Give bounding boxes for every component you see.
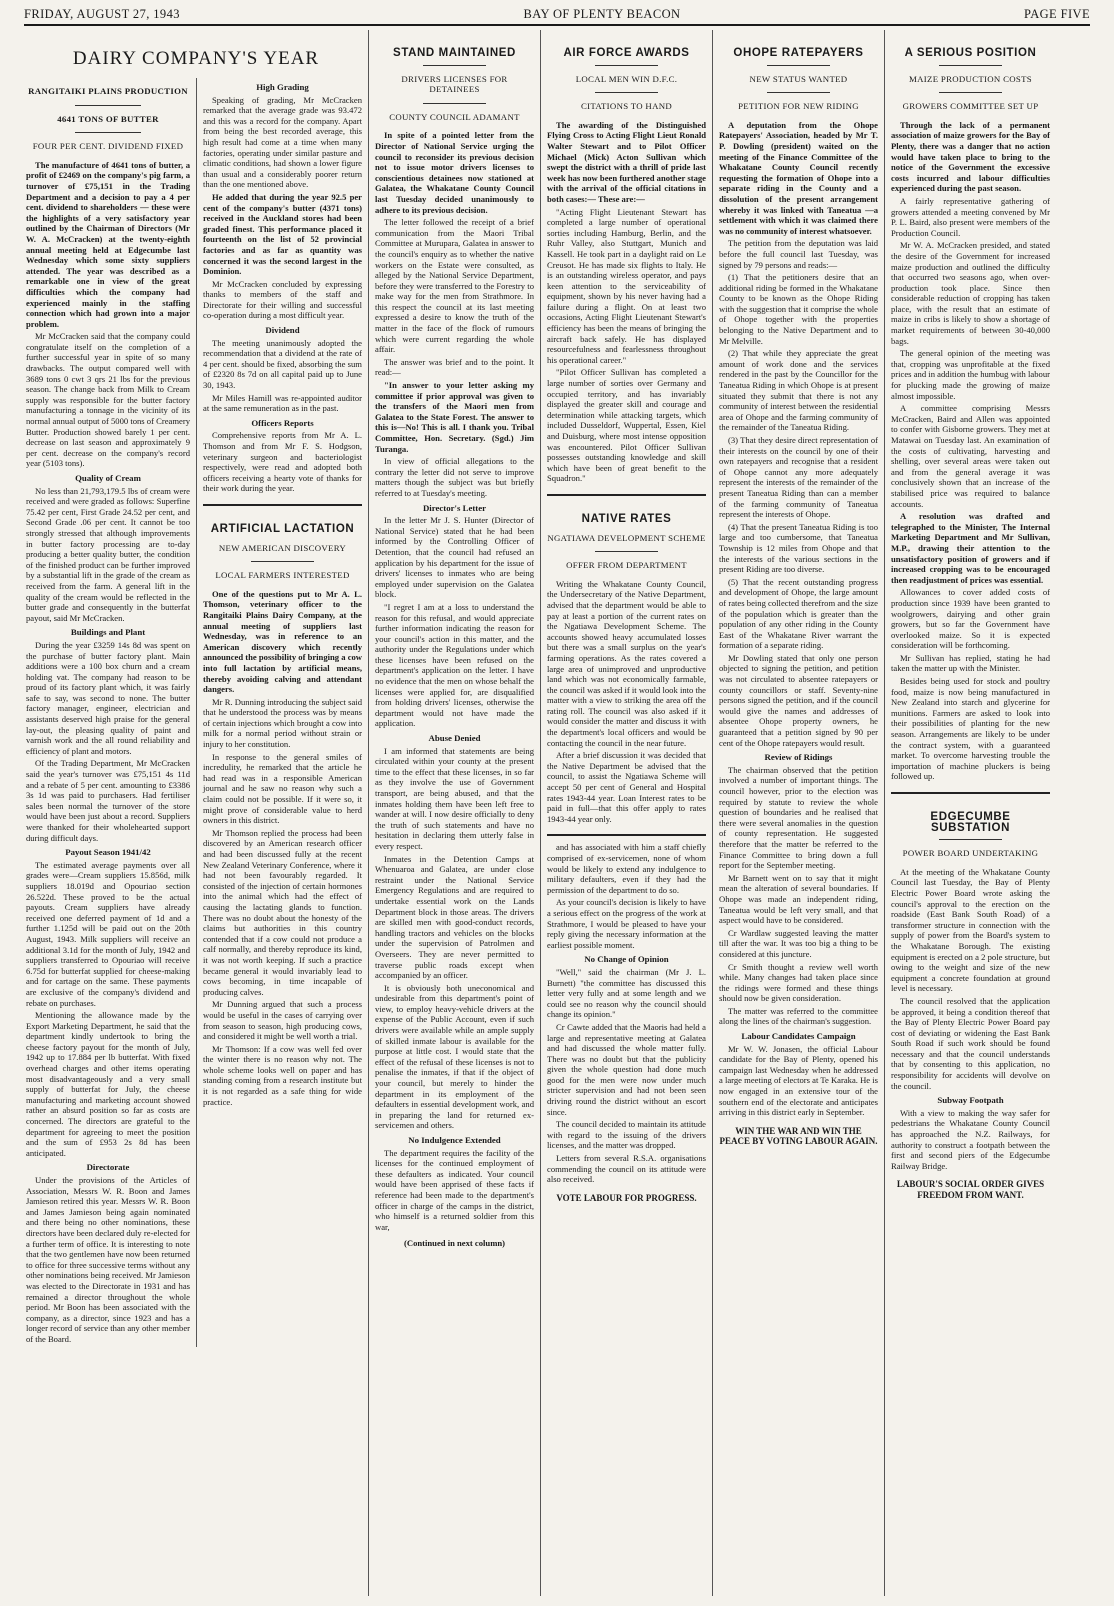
dairy-deck-3: FOUR PER CENT. DIVIDEND FIXED	[32, 141, 184, 152]
vote-labour-slogan: VOTE LABOUR FOR PROGRESS.	[556, 1192, 697, 1203]
stand-para: It is obviously both uneconomical and undesirable from this department's point of view, to employ heavy-vehicle drivers at the expense of the Public Account, even if such drivers were available while an ample supply of skilled inmate labour is available for the purpose at little cost. I would state that the effect of the refusal of these licenses is not to penalise the inmates, if that if the object of your council, but merely to hinder the department in its employment of the defaulters in essential development work, and in preparing the land for returned ex-servicemen and others.	[375, 982, 534, 1131]
stand-continued-para: "Well," said the chairman (Mr J. L. Burnett) "the committee has discussed this letter very fully and at some length and we could see no reason why the council should change its opinion."	[547, 966, 706, 1020]
labour-campaign-para: Mr W. W. Jonasen, the official Labour candidate for the Bay of Plenty, opened his campaign last Wednesday when he addressed a large meeting of electors at Te Karaka. He is now engaged in an extensive tour of the southern end of the electorate and anticipates arriving in this district early in September.	[719, 1043, 878, 1118]
dairy-lead: The manufacture of 4641 tons of butter, a profit of £2469 on the company's pig farm, a turnover of £75,151 in the Trading Department and a decision to pay a 4 per cent. dividend to shareholders — these were the highlights of a very satisfactory year outlined by the Chairman of Directors (Mr W. A. McCracken) at the twenty-eighth annual meeting held at Edgecumbe last Wednesday which some sixty suppliers attended. The year was described as a remarkable one in view of the great difficulties which the company had experienced mainly in the staffing connection which had grown into a major problem.	[26, 159, 190, 329]
issue-date: FRIDAY, AUGUST 27, 1943	[24, 6, 180, 21]
edgecumbe-headline: EDGECUMBE SUBSTATION	[930, 811, 1011, 834]
paper-name: BAY OF PLENTY BEACON	[523, 6, 681, 21]
serious-lead: Through the lack of a permanent association of maize growers for the Bay of Plenty, there was a danger that no action would have taken place to bring to the notice of the Government the excessive costs incurred and labour difficulties experienced during the past season.	[891, 119, 1050, 194]
stand-continued-para: As your council's decision is likely to have a serious effect on the progress of the work at Strathmore, I would be pleased to have your reply giving the necessary information at the earliest possible moment.	[547, 897, 706, 950]
serious-para: A committee comprising Messrs McCracken, Baird and Allen was appointed to confer with Gisborne growers. They met at Matawai on Tuesday last. An examination of the costs of cultivating, harvesting and shelling, over several areas were taken out and from the general average it was conclusively shown that an increase of the stabilised price was required to balance accounts.	[891, 403, 1050, 509]
serious-deck-2: GROWERS COMMITTEE SET UP	[902, 101, 1039, 112]
social-order-slogan: LABOUR'S SOCIAL ORDER GIVES FREEDOM FROM WANT.	[896, 1179, 1045, 1200]
masthead	[24, 4, 1090, 26]
stand-sub-indulgence: No Indulgence Extended	[408, 1135, 501, 1145]
dairy-sub-dividend: Dividend	[265, 325, 300, 336]
ohope-para: Cr Smith thought a review well worth while. Many changes had taken place since the ridings were formed and these things should now be given consideration.	[719, 961, 878, 1004]
subway-footpath-sub: Subway Footpath	[937, 1095, 1004, 1106]
lactation-para: In response to the general smiles of incredulity, he remarked that the article he had read was in a responsible American journal and he saw no reason why such a claim could not be possible. If it were so, it might prove of considerable value to herd owners in this district.	[203, 751, 362, 826]
stand-para: Inmates in the Detention Camps at Whenuaroa and Galatea, are under close restraint under the National Service Emergency Regulations and are required to undertake essential work on the Lands Department block in those areas. The drivers are skilled men with good-conduct records, handling tractors and vehicles on the blocks under the supervision of Patrolmen and Overseers. They are never permitted to traverse public roads except when accompanied by an officer.	[375, 853, 534, 981]
stand-continued-para: The council decided to maintain its attitude with regard to the issuing of the drivers licenses, and the matter was dropped.	[547, 1119, 706, 1151]
native-para: Writing the Whakatane County Council, the Undersecretary of the Native Department, advised that the department would be able to pay at least a portion of the current rates on the Ngatiawa Development Scheme. The accounts showed heavy accumulated losses but there was a small surplus on the year's farming operations. As the rates covered a large area of unimproved and unproductive land which was not economically farmable, the council was asked if it would look into the matter with a view to striking the area off the rating roll. The council was also asked if it would consider the matter and discuss it with the department's local officers and would be contacting the council in the near future.	[547, 578, 706, 748]
page-number: PAGE FIVE	[1024, 6, 1090, 21]
lactation-deck-2: LOCAL FARMERS INTERESTED	[215, 570, 350, 581]
stand-para: In view of official allegations to the contrary the letter did not serve to improve matters though the subject was but briefly referred to at Tuesday's meeting.	[375, 456, 534, 498]
dairy-para: The meeting unanimously adopted the recommendation that a dividend at the rate of 4 per cent. should be fixed, absorbing the sum of £2320 8s 7d on all capital paid up to June 30, 1943.	[203, 337, 362, 391]
stand-continued-para: Cr Cawte added that the Maoris had held a large and representative meeting at Galatea and had discussed the whole matter fully. There was no doubt but that the publicity given the whole question had done much good for the men were now under much stricter supervision and had not been seen driving round the district without an escort since.	[547, 1021, 706, 1117]
dairy-para: Mr McCracken concluded by expressing thanks to members of the staff and Directorate for their willing and successful co-operation during a most difficult year.	[203, 278, 362, 321]
win-the-war-slogan: WIN THE WAR AND WIN THE PEACE BY VOTING LABOUR AGAIN.	[719, 1125, 878, 1147]
lactation-para: Mr R. Dunning introducing the subject said that he understood the process was by means of certain injections which brought a cow into milk for a normal period without strain or injury to her constitution.	[203, 696, 362, 750]
airforce-deck-1: LOCAL MEN WIN D.F.C.	[575, 73, 678, 84]
dairy-sub-quality: Quality of Cream	[75, 473, 141, 483]
lactation-para: Mr Thomson: If a cow was well fed over the winter there is no reason why not. The whole scheme looks well on paper and has standing coming from a research institute but it is not regarded as a safe thing for wide practice.	[203, 1043, 362, 1107]
airforce-para: "Pilot Officer Sullivan has completed a large number of sorties over Germany and occupied territory, and has invariably displayed the greater skill and courage and determination while attacking targets, which included Dusseldorf, Wuppertal, Essen, Kiel and Duisburg, where most intense opposition was encountered. Pilot Officer Sullivan possesses outstanding knowledge and skill which have been of great benefit to the Squadron."	[547, 367, 706, 484]
serious-para: A fairly representative gathering of growers attended a meeting convened by Mr P. L. Baird, also present were members of the Production Council.	[891, 195, 1050, 238]
serious-deck-1: MAIZE PRODUCTION COSTS	[909, 73, 1032, 84]
ohope-deck-1: NEW STATUS WANTED	[749, 73, 848, 84]
stand-para: "I regret I am at a loss to understand the reason for this refusal, and would appreciate further information indicating the reason for your council's action in this matter, and the authority under the Regulations under which these licenses have been refused on the department's application on the letter. I have no evidence that the men on whose behalf the licenses were applied for, are disqualified from holding drivers' licenses, otherwise the department would not have made the application.	[375, 601, 534, 729]
dairy-para: No less than 21,793,179.5 lbs of cream were received and were graded as follows: Superfine 75.42 per cent, First Grade 24.52 per cent, and Second Grade .06 per cent. It cannot be too strongly stressed that although improvements in butter factory processing are to-day producing a better quality butter, the condition of the finished product can be further improved by a substantial lift in the grade of the cream as received from the farm. A general lift in the quality of the cream would be reflected in the butter grade and consequently in the butterfat payout, said Mr McCracken.	[26, 485, 190, 623]
native-deck-1: NGATIAWA DEVELOPMENT SCHEME	[547, 532, 706, 543]
serious-headline: A SERIOUS POSITION	[904, 47, 1037, 59]
dairy-article	[24, 30, 368, 1596]
stand-para: The department requires the facility of the licenses for the continued employment of these defaulters as indicated. Your council would have been apprised of these facts if reference had been made to the department's officer in charge of the camps in the district, who himself is a returned soldier from this war,	[375, 1147, 534, 1232]
ohope-para: Mr Dowling stated that only one person objected to signing the petition, and petition was not circulated to absentee ratepayers or county councillors or staff. Seventy-nine persons signed the petition, and if the council would give the names and addresses of absentee Ohope property owners, he guaranteed that a petition signed by 90 per cent of the Ohope ratepayers would result.	[719, 652, 878, 748]
lactation-headline: ARTIFICIAL LACTATION	[210, 522, 355, 535]
serious-para: The general opinion of the meeting was that, cropping was unprofitable at the fixed prices and in addition the humbug with labour for plucking made the growing of maize almost impossible.	[891, 348, 1050, 401]
ohope-para: (3) That they desire direct representation of their interests on the council by one of their own ratepayers and recognise that a resident of Ohope cannot any more adequately represent the interests of the remainder of the present Taneatua Riding than can a member of the farming community of Taneatua represent the interests of Ohope.	[719, 435, 878, 520]
edgecumbe-para: At the meeting of the Whakatane County Council last Tuesday, the Bay of Plenty Electric Power Board wrote asking the council's approval to the erection on the roadside (East Bank South Road) of a transformer structure in connection with the supply of power from the Board's system to the Whakatane Borough. The existing equipment is erected on a 2 pole structure, but owing to the weight and size of the new equipment a concrete foundation at ground level is necessary.	[891, 866, 1050, 994]
dairy-deck-1: RANGITAIKI PLAINS PRODUCTION	[28, 86, 188, 96]
dairy-para: Speaking of grading, Mr McCracken remarked that the average grade was 93.472 and this was a record for the company. Apart from being the best recorded average, this high result had come at a time when many factories, operating under similar pasture and climatic conditions, had shown a lower figure than usual and a considerably poorer return than the one mentioned above.	[203, 94, 362, 190]
dairy-para: The estimated average payments over all grades were—Cream suppliers 15.856d, milk suppliers 18.019d and Opouriao section 26.522d. These proved to be the actual payouts. Cream suppliers have already received one deferred payment of 1d and a further 1.125d will be paid out on the 20th August, 1943. Milk suppliers will receive an additional 3.1d for the month of July, 1942 and suppliers transferred to Opouriao will receive 6.75d for butterfat supplied for cheese-making and for cartage on the same. These payments are exclusive of the company's dividend and rebate on purchases.	[26, 859, 190, 1008]
serious-para: A resolution was drafted and telegraphed to the Minister, The Internal Marketing Department and Mr Sullivan, M.P., drawing their attention to the unsatisfactory position of growers and if increased cropping was to be encouraged then readjustment of prices was essential.	[891, 511, 1050, 585]
newspaper-page	[24, 30, 1094, 1596]
dairy-sub-directorate: Directorate	[86, 1162, 130, 1173]
dairy-sub-payout: Payout Season 1941/42	[65, 847, 151, 858]
airforce-headline: AIR FORCE AWARDS	[563, 47, 690, 59]
ohope-para: The petition from the deputation was laid before the full council last Tuesday, was signed by 79 persons and reads:—	[719, 238, 878, 270]
stand-para: The answer was brief and to the point. It read:—	[375, 356, 534, 378]
stand-lead: In spite of a pointed letter from the Director of National Service urging the council to reconsider its previous decision not to issue motor drivers licenses to conscientious detainees now stationed at Galatea, the Whakatane County Council last Tuesday decided unanimously to adhere to its previous decision.	[375, 130, 534, 215]
labour-campaign-sub: Labour Candidates Campaign	[741, 1031, 856, 1042]
stand-sub-opinion: No Change of Opinion	[584, 954, 669, 965]
dairy-para: Mr McCracken said that the company could congratulate itself on the completion of a further successful year in spite of so many drawbacks. The output compared well with 3689 tons 0 cwt 3 qrs 21 lbs for the previous season. The change back from Milk to Cream supply was responsible for the butter factory manufacturing a tonnage in the vicinity of its normal annual output of 5000 tons of Creamery Butter. Production showed barely 1 per cent. decrease on last season and approximately 9 per cent. decrease on the company's record year (5103 tons).	[26, 331, 190, 469]
column-4	[540, 30, 712, 1596]
serious-para: Besides being used for stock and poultry food, maize is now being manufactured in New Zealand into starch and glycerine for munitions. Farmers are asked to look into their possibilities of planting for the new season. Arrangements are likely to be under the contract system, with a guaranteed market. To overcome harvesting trouble the importation of machine pluckers is being followed up.	[891, 676, 1050, 782]
subway-footpath-para: With a view to making the way safer for pedestrians the Whakatane County Council has approached the N.Z. Railways, for authority to construct a footpath between the first and second piers of the Edgecumbe Railway Bridge.	[891, 1107, 1050, 1171]
airforce-deck-2: CITATIONS TO HAND	[580, 101, 673, 112]
dairy-deck-2: 4641 TONS OF BUTTER	[57, 113, 159, 124]
stand-headline: STAND MAINTAINED	[393, 47, 516, 59]
column-3	[368, 30, 540, 1596]
ohope-deck-2: PETITION FOR NEW RIDING	[738, 101, 859, 112]
serious-para: Mr W. A. McCracken presided, and stated the desire of the Government for increased maize production and outlined the difficulty that occurred two seasons ago, when over-production took place. Since then considerable reduction of cropping has taken place, with the result that an estimate of maize in cribs is likely to show a shortage of market requirements of between 30-40,000 bags.	[891, 240, 1050, 346]
stand-para: In the letter Mr J. S. Hunter (Director of National Service) stated that he had been informed by the Controlling Officer of Detention, that the council had refused an application by his department for the issue of drivers' licenses to inmates who are being employed under supervision on the Galatea block.	[375, 515, 534, 600]
airforce-lead: The awarding of the Distinguished Flying Cross to Acting Flight Lieut Ronald Walter Stewart and to Pilot Officer Michael (Mick) Acton Sullivan which swept the district with a thrill of pride last week has now been furthered another stage with the arrival of the official citations in both cases:— These are:—	[547, 119, 706, 204]
ohope-para: (4) That the present Taneatua Riding is too large and too cumbersome, that Taneatua Township is 12 miles from Ohope and that the interests of the various sections in the present Riding are too diverse.	[719, 521, 878, 575]
ohope-headline: OHOPE RATEPAYERS	[733, 47, 864, 59]
stand-continued-para: Letters from several R.S.A. organisations commending the council on its attitude were also received.	[547, 1153, 706, 1185]
ohope-para: The chairman observed that the petition involved a number of important things. The council however, prior to the election was required by statute to review the whole question of boundaries and he realised that there were several anomalies in the question of county representation. He suggested therefore that the matter be referred to the Finance Committee to bring down a full report for the September meeting.	[719, 764, 878, 871]
lactation-lead: One of the questions put to Mr A. L. Thomson, veterinary officer to the Rangitaiki Plains Dairy Company, at the annual meeting of suppliers last Wednesday, was in reference to an American discovery which recently announced the possibility of bringing a cow into full lactation by artificial means, thereby avoiding calving and attendant dangers.	[203, 588, 363, 695]
stand-sub-abuse: Abuse Denied	[428, 733, 481, 744]
edgecumbe-para: The council resolved that the application be approved, it being a condition thereof that the Bay of Plenty Electric Power Board pay cost of deviating or widening the East Bank South Road if such work should be found necessary and that the council understands that by consenting to this application, no responsibility for accidents will devolve on the council.	[891, 995, 1050, 1091]
edgecumbe-deck-1: POWER BOARD UNDERTAKING	[902, 848, 1039, 859]
column-2	[196, 78, 368, 1347]
stand-para: The letter followed the receipt of a brief communication from the Maori Tribal Committee at Murupara, Galatea in answer to the council's enquiry as to whether the native workers on the Estate were consulted, as alleged by the National Service Department, before they were transferred to the Forestry to make way for the men from Strathmore. In this respect the council at its last meeting expressed a desire to know the truth of the matter in the face of the flock of rumours which were current regarding the whole affair.	[375, 217, 534, 355]
continued-note: (Continued in next column)	[404, 1238, 505, 1249]
stand-deck-1: DRIVERS LICENSES FOR DETAINEES	[401, 73, 508, 95]
dairy-para: Comprehensive reports from Mr A. L. Thomson and from Mr F. S. Hodgson, veterinary surgeon and bacteriologist respectively, were read and adopted both officers receiving a hearty vote of thanks for their work during the year.	[203, 430, 362, 494]
dairy-sub-buildings: Buildings and Plant	[70, 627, 146, 638]
column-5	[712, 30, 884, 1596]
ohope-lead: A deputation from the Ohope Ratepayers' Association, headed by Mr T. P. Dowling (president) waited on the meeting of the Finance Committee of the Whakatane County Council recently requesting the formation of Ohope into a separate riding in the County and a dissolution of the present arrangement whereby it was linked with Taneatua —a settlement with which it was claimed there was no community of interest whatsoever.	[719, 119, 878, 236]
stand-para: "In answer to your letter asking my committee if prior approval was given to the transfers of the Maori men from Galatea to the State Forest. The answer to this is—No! This is all. I thank you. Tribal Committee, Hon. Secretary. (Sgd.) Jim Turanga.	[375, 380, 534, 454]
stand-continued-para: and has associated with him a staff chiefly comprised of ex-servicemen, none of whom would be likely to extend any indulgence to military defaulters, even if they had the permission of the department to do so.	[547, 842, 706, 895]
ohope-sub-review: Review of Ridings	[764, 752, 833, 763]
dairy-para: Mentioning the allowance made by the Export Marketing Department, he said that the department kindly undertook to bring the cheese factory payout for the month of July, 1942 up to 17.884 per lb butterfat. With fixed overhead charges and other items operating most disadvantageously and a very small supply of butterfat for July, the cheese manufacturing and marketing account showed rather an absurd position so far as costs are concerned. The directors are grateful to the department for agreeing to meet the position and the sum of £953 2s 8d has been anticipated.	[26, 1010, 190, 1158]
dairy-para: Of the Trading Department, Mr McCracken said the year's turnover was £75,151 4s 11d and a rebate of 5 per cent. amounting to £3386 3s 1d was paid to purchasers. Had fertiliser sales been normal the turnover of the store would have been just about a record. Suppliers were thanked for their wholehearted support during difficult days.	[26, 758, 190, 843]
ohope-para: Cr Wardlaw suggested leaving the matter till after the war. It was too big a thing to be considered at this juncture.	[719, 927, 878, 959]
serious-para: Mr Sullivan has replied, stating he had taken the matter up with the Minister.	[891, 652, 1050, 674]
ohope-para: (2) That while they appreciate the great amount of work done and the services rendered in the past by the Councillor for the Taneatua Riding in which Ohope is at present situated they submit that there is not any community of interest between the residential area of Ohope and the farming community of the remainder of the Taneatua Riding.	[719, 348, 878, 433]
dairy-para: Mr Miles Hamill was re-appointed auditor at the same remuneration as in the past.	[203, 392, 362, 414]
dairy-headline: DAIRY COMPANY'S YEAR	[72, 48, 320, 69]
lactation-para: Mr Dunning argued that such a process would be useful in the cases of carrying over from season to season, high producing cows, and considered it might be well worth a trial.	[203, 999, 362, 1042]
stand-para: I am informed that statements are being circulated within your county at the present time to the effect that these licenses, in so far as they involve the use of Government transport, are being abused, and that the inmates holding them have been left free to wander at will. I now desire officially to deny the truth of such statements and have no hesitation in declaring them utterly false in every respect.	[375, 745, 534, 851]
stand-deck-2: COUNTY COUNCIL ADAMANT	[389, 111, 520, 122]
airforce-para: "Acting Flight Lieutenant Stewart has completed a large number of operational sorties including Hamburg, Berlin, and the Ruhr Valley, also Stuttgart, Munich and Kassell. He took part in a daylight raid on Le Creusot. He has made six flights to Italy. He is an outstanding wireless operator, and pays keen attention to the serviceability of equipment, shown by his never having had a failure during a flight. On at least two occasions, Acting Flight Lieutenant Stewart's efficiency has been the means of bringing the aircraft back safely. He has displayed resourcefulness and fearlessness throughout his operational career."	[547, 206, 706, 365]
dairy-para: Under the provisions of the Articles of Association, Messrs W. R. Boon and James Jamieson retired this year. Messrs W. R. Boon and James Jamieson being again nominated and there being no other nominations, these directors have been declared duly re-elected for a further term of office. It is interesting to note that the two gentlemen have now been returned to office for three successive terms without any other nominations being received. Mr Jamieson was elected to the Directorate in 1931 and has remained a director throughout the whole period. Mr Boon has been associated with the company, as a director, since 1923 and has a longer record of service than any other member of the Board.	[26, 1175, 190, 1344]
native-headline: NATIVE RATES	[581, 512, 672, 525]
lactation-deck-1: NEW AMERICAN DISCOVERY	[218, 542, 347, 553]
stand-sub-letter: Director's Letter	[422, 502, 487, 513]
native-para: After a brief discussion it was decided that the Native Department be advised that the council, to assist the Ngatiawa Scheme will accept 50 per cent of General and Hospital rates 1943-44 year. Loan Interest rates to be paid in full—that this offer apply to rates 1943-44 year only.	[547, 750, 706, 824]
column-1	[24, 78, 196, 1347]
ohope-para: (1) That the petitioners desire that an additional riding be formed in the Whakatane County to be known as the Ohope Riding with the suggestion that it comprise the whole of Ohope together with the properties belonging to the Native Department and to Mr Melville.	[719, 272, 878, 346]
lactation-para: Mr Thomson replied the process had been discovered by an American research officer and had been discussed fully at the recent New Zealand Veterinary Conference, where it had not been favourably regarded. It consisted of the injection of certain hormones into the animal which had the effect of causing the lactating glands to function. There was no doubt about the honesty of the claims but authorities in this country contended that if a cow could not produce a calf normally, and thereby reproduce its kind, it was not worth keeping. If such a practice became general it would invariably lead to cows becoming, in time incapable of producing calves.	[203, 827, 362, 997]
ohope-para: (5) That the recent outstanding progress and development of Ohope, the large amount of rates being collected therefrom and the size of the population which is greater than the population of any other riding in the County East of the Whakatane River warrant the formation of a separate riding.	[719, 576, 878, 651]
native-deck-2: OFFER FROM DEPARTMENT	[566, 560, 687, 571]
ohope-para: The matter was referred to the committee along the lines of the chairman's suggestion.	[719, 1005, 878, 1027]
dairy-para: He added that during the year 92.5 per cent of the company's butter (4371 tons) received in the Auckland stores had been graded finest. This performance placed it fourteenth on the list of 52 provincial factories and as far as quantity was concerned it was the second largest in the Dominion.	[203, 191, 362, 277]
serious-para: Allowances to cover added costs of production since 1939 have been granted to woolgrowers, dairying and other grain growers, but so far the Government have overlooked maize. So it is expected consideration will be forthcoming.	[891, 587, 1050, 651]
dairy-sub-grading: High Grading	[256, 82, 309, 92]
ohope-para: Mr Barnett went on to say that it might mean the alteration of several boundaries. If Ohope was made an independent riding, Taneatua would be left very small, and that aspect would have to be considered.	[719, 872, 878, 926]
column-6	[884, 30, 1056, 1596]
dairy-sub-officers: Officers Reports	[251, 417, 314, 428]
dairy-para: During the year £3259 14s 8d was spent on the purchase of butter factory plant. Main additions were a 100 box churn and a cream holding vat. The company had reason to be proud of its factory plant which, it was fairly safe to say, was second to none. The butter factory manager, engineer, electrician and assistants deserved high praise for the general lay-out, the pleasing quality of paint and varnish work and the all round reliability and efficiency of plant and motors.	[26, 639, 190, 756]
